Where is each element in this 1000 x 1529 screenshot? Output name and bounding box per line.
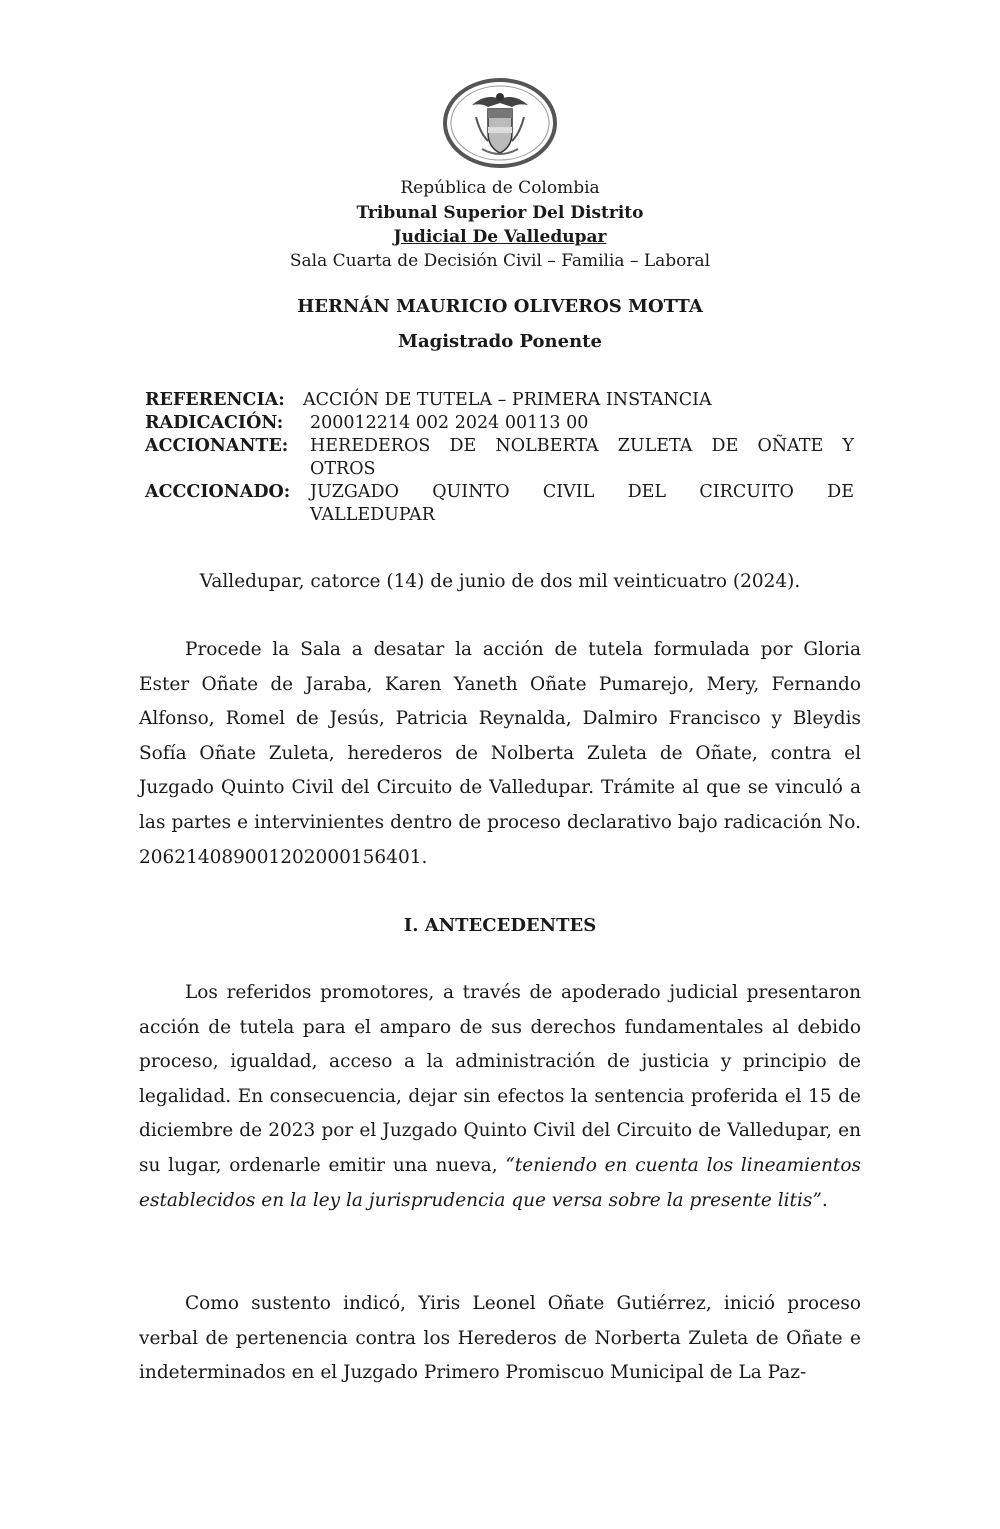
accionante-value-line2: OTROS (310, 459, 376, 479)
chamber-line: Sala Cuarta de Decisión Civil – Familia – Laboral (289, 251, 711, 271)
sustento-paragraph: Como sustento indicó, Yiris Leonel Oñate Gutiérrez, inició proceso verbal de pertenencia contra los Herederos de Norberta Zuleta de Oñate e indeterminados en el Juzgado Primero Promiscuo Municipal de La Paz- (139, 1293, 861, 1384)
country-line: República de Colombia (400, 178, 600, 198)
court-name-line1: Tribunal Superior Del Distrito (356, 203, 644, 223)
radicacion-row (145, 412, 855, 435)
accionante-label: ACCIONANTE: (145, 436, 289, 456)
radicacion-label: RADICACIÓN: (145, 413, 284, 433)
intro-paragraph: Procede la Sala a desatar la acción de tutela formulada por Gloria Ester Oñate de Jaraba, Karen Yaneth Oñate Pumarejo, Mery, Fernando Alfonso, Romel de Jesús, Patricia Reynalda, Dalmiro Francisco y Bleydis Sofía Oñate Zuleta, herederos de Nolberta Zuleta de Oñate, contra el Juzgado Quinto Civil del Circuito de Valledupar. Trámite al que se vinculó a las partes e intervinientes dentro de proceso declarativo bajo radicación No. 20621408900120200015640​1. (139, 639, 861, 868)
magistrate-name: HERNÁN MAURICIO OLIVEROS MOTTA (297, 296, 703, 317)
section-heading: I. ANTECEDENTES (403, 915, 597, 936)
radicacion-value: 200012214 002 2024 00113 00 (310, 413, 589, 433)
accionado-row (145, 481, 855, 527)
coat-of-arms-icon (442, 77, 558, 169)
quoted-request: “teniendo en cuenta los lineamientos establecidos en la ley la jurisprudencia que versa sobre la presente litis” (139, 1154, 861, 1211)
antecedentes-paragraph: Los referidos promotores, a través de apoderado judicial presentaron acción de tutela para el amparo de sus derechos fundamentales al debido proceso, igualdad, acceso a la administración de justicia y principio de legalidad. En consecuencia, dejar sin efectos la sentencia proferida el 15 de diciembre de 2023 por el Juzgado Quinto Civil del Circuito de Valledupar, en su lugar, ordenarle emitir una nueva, “teniendo en cuenta los lineamientos establecidos en la ley la jurisprudencia que versa sobre la presente litis”. (139, 982, 861, 1211)
magistrate-role: Magistrado Ponente (398, 331, 602, 352)
accionante-row (145, 435, 855, 481)
reference-value: ACCIÓN DE TUTELA – PRIMERA INSTANCIA (303, 390, 712, 410)
accionado-value-line2: VALLEDUPAR (310, 505, 435, 525)
date-line: Valledupar, catorce (14) de junio de dos mil veinticuatro (2024). (199, 571, 801, 592)
court-name-line2: Judicial De Valledupar (393, 227, 607, 247)
reference-row (145, 389, 855, 412)
reference-label: REFERENCIA: (145, 390, 285, 410)
accionante-value-line1: HEREDEROS DE NOLBERTA ZULETA DE OÑATE Y (310, 436, 854, 456)
accionado-value-line1: JUZGADO QUINTO CIVIL DEL CIRCUITO DE (310, 482, 854, 502)
accionado-label: ACCCIONADO: (145, 482, 291, 502)
